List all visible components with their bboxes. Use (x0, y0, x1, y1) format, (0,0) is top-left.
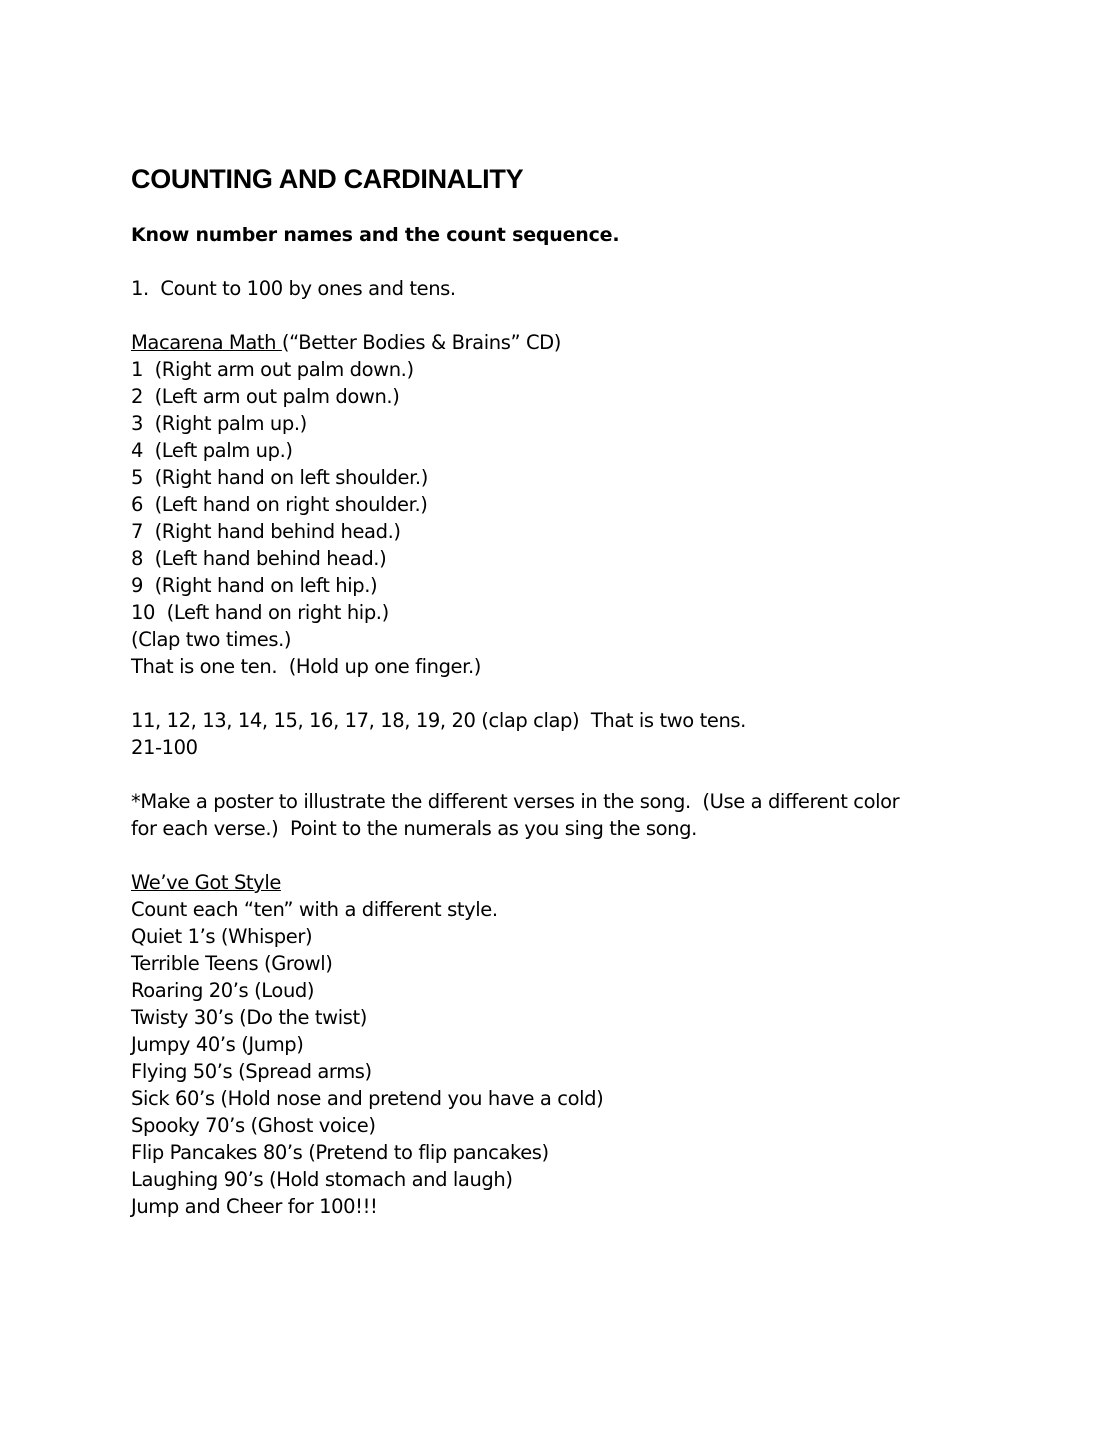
style-item: Count each “ten” with a different style. (131, 898, 498, 921)
style-item: Jumpy 40’s (Jump) (131, 1033, 304, 1056)
macarena-title: Macarena Math (131, 331, 282, 354)
style-heading: We’ve Got Style (131, 871, 281, 894)
spacer (131, 842, 1031, 869)
style-item: Sick 60’s (Hold nose and pretend you have a cold) (131, 1087, 604, 1110)
macarena-step: 9 (Right hand on left hip.) (131, 574, 378, 597)
section-subtitle: Know number names and the count sequence. (131, 224, 620, 246)
macarena-verse-two: 11, 12, 13, 14, 15, 16, 17, 18, 19, 20 (clap clap) That is two tens. (131, 709, 746, 732)
style-list (131, 896, 1031, 1220)
macarena-step: 10 (Left hand on right hip.) (131, 601, 389, 624)
macarena-step: 8 (Left hand behind head.) (131, 547, 387, 570)
macarena-step: 3 (Right palm up.) (131, 412, 307, 435)
macarena-step: (Clap two times.) (131, 628, 292, 651)
macarena-steps (131, 356, 1031, 680)
macarena-step: That is one ten. (Hold up one finger.) (131, 655, 481, 678)
macarena-step: 1 (Right arm out palm down.) (131, 358, 414, 381)
style-item: Flying 50’s (Spread arms) (131, 1060, 372, 1083)
style-item: Spooky 70’s (Ghost voice) (131, 1114, 376, 1137)
macarena-step: 5 (Right hand on left shoulder.) (131, 466, 428, 489)
page-title: COUNTING AND CARDINALITY (131, 164, 524, 194)
macarena-heading (131, 329, 1031, 356)
document-page (131, 160, 1031, 1220)
poster-note: *Make a poster to illustrate the different verses in the song. (Use a different color (131, 790, 900, 813)
style-item: Flip Pancakes 80’s (Pretend to flip pancakes) (131, 1141, 549, 1164)
macarena-step: 7 (Right hand behind head.) (131, 520, 401, 543)
style-item: Quiet 1’s (Whisper) (131, 925, 313, 948)
spacer (131, 680, 1031, 707)
spacer (131, 248, 1031, 275)
macarena-step: 4 (Left palm up.) (131, 439, 293, 462)
spacer (131, 761, 1031, 788)
style-item: Twisty 30’s (Do the twist) (131, 1006, 367, 1029)
spacer (131, 302, 1031, 329)
macarena-verse-rest: 21-100 (131, 736, 198, 759)
macarena-step: 2 (Left arm out palm down.) (131, 385, 400, 408)
macarena-step: 6 (Left hand on right shoulder.) (131, 493, 428, 516)
standard-text: 1. Count to 100 by ones and tens. (131, 277, 456, 300)
poster-note: for each verse.) Point to the numerals as you sing the song. (131, 817, 697, 840)
macarena-source: (“Better Bodies & Brains” CD) (281, 331, 561, 354)
style-item: Laughing 90’s (Hold stomach and laugh) (131, 1168, 513, 1191)
style-item: Terrible Teens (Growl) (131, 952, 333, 975)
style-item: Roaring 20’s (Loud) (131, 979, 315, 1002)
style-item: Jump and Cheer for 100!!! (131, 1195, 378, 1218)
